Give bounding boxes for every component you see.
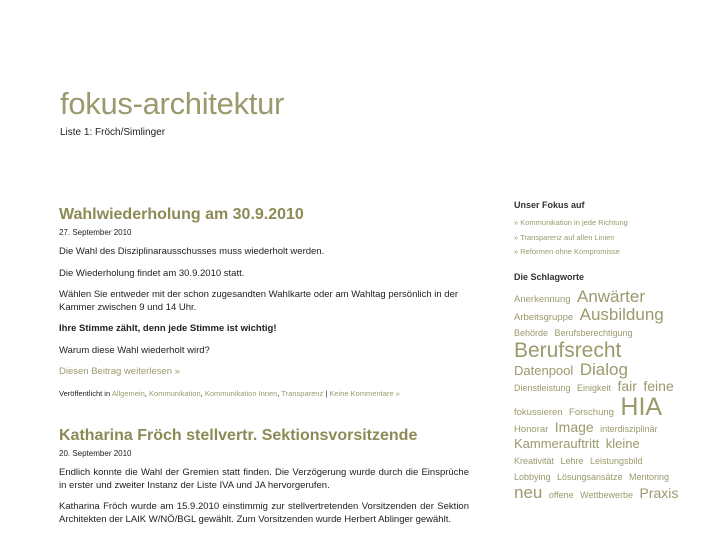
site-title[interactable]: fokus-architektur (60, 86, 285, 121)
tag-link[interactable]: offene (548, 489, 574, 500)
comments-link[interactable]: Keine Kommentare » (329, 389, 400, 398)
tag-cloud (514, 288, 684, 502)
focus-link[interactable]: » Transparenz auf allen Linien (514, 232, 615, 242)
site-header (60, 86, 284, 138)
tag-link[interactable]: Praxis (639, 484, 679, 501)
post-date: 27. September 2010 (59, 228, 132, 237)
post-paragraph: Endlich konnte die Wahl der Gremien statt finden. Die Verzögerung wurde durch die Einsprüche in erster und zweiter Instanz der Liste IVA und JA hervorgerufen. (59, 467, 469, 491)
post-meta: Veröffentlicht in Allgemein, Kommunikation, Kommunikation Innen, Transparenz | Keine Kommentare » (59, 389, 400, 398)
tag-link[interactable]: Dialog (579, 359, 628, 379)
post (59, 426, 469, 526)
tag-link[interactable]: Anerkennung (514, 293, 571, 305)
tag-link[interactable]: Dienstleistung (514, 382, 571, 393)
post-title[interactable]: Wahlwiederholung am 30.9.2010 (59, 206, 304, 223)
tag-link[interactable]: Lehre (560, 455, 584, 466)
tag-link[interactable]: neu (514, 482, 543, 502)
focus-item (514, 216, 684, 231)
post-paragraph: Die Wahl des Disziplinarausschusses muss wiederholt werden. (59, 246, 325, 257)
tag-link[interactable]: Leistungsbild (589, 455, 643, 466)
main-content (59, 205, 469, 554)
tag-link[interactable]: Kammerauftritt (514, 435, 600, 451)
focus-item (514, 231, 684, 246)
tag-link[interactable]: Mentoring (629, 471, 670, 482)
tag-link[interactable]: Berufsberechtigung (554, 327, 633, 338)
focus-item (514, 245, 684, 260)
category-link[interactable]: Transparenz (281, 389, 324, 398)
post-title[interactable]: Katharina Fröch stellvertr. Sektionsvorsitzende (59, 427, 418, 444)
tag-link[interactable]: Honorar (514, 423, 549, 435)
tag-link[interactable]: Forschung (569, 406, 614, 418)
tag-link[interactable]: kleine (605, 435, 640, 451)
tag-link[interactable]: Ausbildung (579, 304, 664, 324)
tag-link[interactable]: Einigkeit (576, 382, 612, 393)
tag-link[interactable]: Lobbying (514, 471, 551, 482)
category-link[interactable]: Allgemein (111, 389, 145, 398)
tag-link[interactable]: Datenpool (514, 362, 574, 378)
tag-link[interactable]: interdisziplinär (600, 423, 658, 434)
post-paragraph: Katharina Fröch wurde am 15.9.2010 einstimmig zur stellvertretenden Vorsitzenden der Sektion Architekten der LAIK W/NÖ/BGL gewählt. Zum Vorsitzenden wurde Herbert Ablinger gewählt. (59, 501, 469, 525)
post-paragraph: Warum diese Wahl wiederholt wird? (59, 344, 210, 356)
tag-link[interactable]: Wettbewerbe (580, 489, 634, 500)
tag-link[interactable]: Image (554, 418, 594, 435)
tag-link[interactable]: Lösungsansätze (557, 471, 623, 482)
post-paragraph: Die Wiederholung findet am 30.9.2010 statt. (59, 267, 245, 279)
focus-link[interactable]: » Kommunikation in jede Richtung (514, 218, 628, 227)
focus-widget-title: Unser Fokus auf (514, 200, 585, 210)
post-paragraph: Ihre Stimme zählt, denn jede Stimme ist wichtig! (59, 323, 277, 334)
published-in-label: Veröffentlicht in (59, 389, 111, 398)
read-more-link[interactable]: Diesen Beitrag weiterlesen » (59, 366, 180, 377)
tag-link[interactable]: Berufsrecht (514, 338, 622, 362)
sidebar (514, 200, 684, 502)
category-link[interactable]: Kommunikation (148, 389, 201, 398)
meta-separator: | (325, 389, 328, 398)
tag-link[interactable]: feine (643, 377, 674, 394)
category-link[interactable]: Kommunikation Innen (204, 389, 278, 398)
post-paragraph: Wählen Sie entweder mit der schon zugesandten Wahlkarte oder am Wahltag persönlich in der Kammer zwischen 9 und 14 Uhr. (59, 289, 459, 313)
tag-link[interactable]: fokussieren (514, 406, 563, 418)
tag-link[interactable]: fair (617, 377, 637, 394)
focus-link[interactable]: » Reformen ohne Kompromisse (514, 247, 620, 256)
post (59, 205, 469, 398)
tags-widget-title: Die Schlagworte (514, 271, 585, 282)
site-tagline: Liste 1: Fröch/Simlinger (60, 127, 166, 138)
tag-link[interactable]: Kreativität (514, 455, 555, 466)
tag-link[interactable]: Behörde (514, 327, 549, 338)
focus-list (514, 216, 684, 260)
tag-link[interactable]: Anwärter (576, 286, 646, 306)
tag-link[interactable]: HIA (620, 392, 663, 421)
post-date: 20. September 2010 (59, 449, 132, 458)
tag-link[interactable]: Arbeitsgruppe (514, 311, 574, 323)
